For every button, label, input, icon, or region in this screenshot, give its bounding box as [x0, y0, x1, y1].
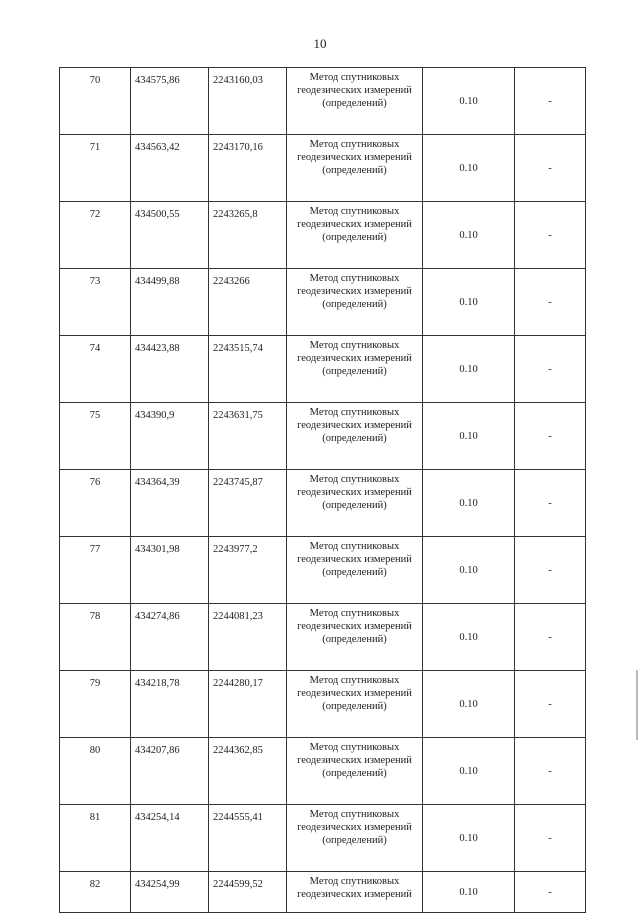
method-line: геодезических измерений [297, 554, 412, 565]
accuracy-cell: 0.10 [423, 470, 515, 537]
coordinates-table-body [60, 68, 586, 913]
description-cell: - [515, 805, 586, 872]
table-row [60, 135, 586, 202]
accuracy-cell: 0.10 [423, 537, 515, 604]
x-coordinate-cell: 434390,9 [131, 403, 209, 470]
method-line: геодезических измерений [297, 688, 412, 699]
method-line: геодезических измерений [297, 621, 412, 632]
table-row [60, 403, 586, 470]
point-number-cell: 82 [60, 872, 131, 913]
description-cell: - [515, 336, 586, 403]
accuracy-cell: 0.10 [423, 403, 515, 470]
x-coordinate-cell: 434364,39 [131, 470, 209, 537]
method-line: геодезических измерений [297, 889, 412, 900]
accuracy-cell: 0.10 [423, 269, 515, 336]
table-row [60, 269, 586, 336]
method-line: (определений) [322, 500, 387, 511]
accuracy-cell: 0.10 [423, 805, 515, 872]
method-line: геодезических измерений [297, 420, 412, 431]
method-line: геодезических измерений [297, 152, 412, 163]
x-coordinate-cell: 434575,86 [131, 68, 209, 135]
accuracy-cell: 0.10 [423, 202, 515, 269]
accuracy-cell: 0.10 [423, 738, 515, 805]
table-row [60, 537, 586, 604]
x-coordinate-cell: 434563,42 [131, 135, 209, 202]
method-line: геодезических измерений [297, 487, 412, 498]
table-row [60, 202, 586, 269]
method-line: Метод спутниковых [309, 742, 400, 753]
method-line: (определений) [322, 835, 387, 846]
method-cell [287, 604, 423, 671]
method-line: геодезических измерений [297, 219, 412, 230]
point-number-cell: 72 [60, 202, 131, 269]
table-row [60, 336, 586, 403]
method-line: (определений) [322, 98, 387, 109]
x-coordinate-cell: 434500,55 [131, 202, 209, 269]
description-cell: - [515, 537, 586, 604]
method-line: (определений) [322, 768, 387, 779]
method-line: (определений) [322, 299, 387, 310]
y-coordinate-cell: 2243745,87 [209, 470, 287, 537]
y-coordinate-cell: 2244280,17 [209, 671, 287, 738]
y-coordinate-cell: 2244081,23 [209, 604, 287, 671]
table-row [60, 68, 586, 135]
method-line: геодезических измерений [297, 85, 412, 96]
method-line: (определений) [322, 433, 387, 444]
point-number-cell: 80 [60, 738, 131, 805]
x-coordinate-cell: 434301,98 [131, 537, 209, 604]
method-cell [287, 805, 423, 872]
method-line: Метод спутниковых [309, 675, 400, 686]
x-coordinate-cell: 434423,88 [131, 336, 209, 403]
table-row [60, 470, 586, 537]
description-cell: - [515, 738, 586, 805]
point-number-cell: 75 [60, 403, 131, 470]
point-number-cell: 76 [60, 470, 131, 537]
description-cell: - [515, 135, 586, 202]
description-cell: - [515, 604, 586, 671]
point-number-cell: 70 [60, 68, 131, 135]
y-coordinate-cell: 2243265,8 [209, 202, 287, 269]
description-cell: - [515, 68, 586, 135]
method-line: Метод спутниковых [309, 608, 400, 619]
point-number-cell: 77 [60, 537, 131, 604]
method-line: Метод спутниковых [309, 206, 400, 217]
method-line: Метод спутниковых [309, 876, 400, 887]
x-coordinate-cell: 434207,86 [131, 738, 209, 805]
x-coordinate-cell: 434274,86 [131, 604, 209, 671]
method-line: (определений) [322, 701, 387, 712]
point-number-cell: 81 [60, 805, 131, 872]
point-number-cell: 79 [60, 671, 131, 738]
method-line: геодезических измерений [297, 286, 412, 297]
y-coordinate-cell: 2243977,2 [209, 537, 287, 604]
coordinates-table [59, 67, 586, 913]
method-cell [287, 403, 423, 470]
table-row [60, 738, 586, 805]
method-cell [287, 872, 423, 913]
method-line: Метод спутниковых [309, 139, 400, 150]
table-row [60, 872, 586, 913]
x-coordinate-cell: 434218,78 [131, 671, 209, 738]
accuracy-cell: 0.10 [423, 336, 515, 403]
method-cell [287, 738, 423, 805]
x-coordinate-cell: 434254,99 [131, 872, 209, 913]
point-number-cell: 74 [60, 336, 131, 403]
method-line: Метод спутниковых [309, 809, 400, 820]
method-line: (определений) [322, 366, 387, 377]
accuracy-cell: 0.10 [423, 671, 515, 738]
method-line: (определений) [322, 165, 387, 176]
method-cell [287, 336, 423, 403]
description-cell: - [515, 671, 586, 738]
y-coordinate-cell: 2244362,85 [209, 738, 287, 805]
y-coordinate-cell: 2244555,41 [209, 805, 287, 872]
method-line: Метод спутниковых [309, 273, 400, 284]
description-cell: - [515, 872, 586, 913]
table-row [60, 805, 586, 872]
method-line: Метод спутниковых [309, 340, 400, 351]
method-line: (определений) [322, 232, 387, 243]
method-line: Метод спутниковых [309, 474, 400, 485]
method-line: геодезических измерений [297, 755, 412, 766]
description-cell: - [515, 470, 586, 537]
method-line: (определений) [322, 567, 387, 578]
table-row [60, 604, 586, 671]
x-coordinate-cell: 434254,14 [131, 805, 209, 872]
scan-edge-mark [636, 670, 638, 740]
description-cell: - [515, 269, 586, 336]
method-cell [287, 135, 423, 202]
accuracy-cell: 0.10 [423, 872, 515, 913]
accuracy-cell: 0.10 [423, 604, 515, 671]
method-cell [287, 68, 423, 135]
x-coordinate-cell: 434499,88 [131, 269, 209, 336]
method-line: Метод спутниковых [309, 407, 400, 418]
table-row [60, 671, 586, 738]
method-cell [287, 537, 423, 604]
method-line: (определений) [322, 634, 387, 645]
page-number: 10 [313, 36, 327, 51]
method-cell [287, 202, 423, 269]
accuracy-cell: 0.10 [423, 68, 515, 135]
method-cell [287, 671, 423, 738]
y-coordinate-cell: 2243160,03 [209, 68, 287, 135]
point-number-cell: 78 [60, 604, 131, 671]
point-number-cell: 73 [60, 269, 131, 336]
y-coordinate-cell: 2244599,52 [209, 872, 287, 913]
method-cell [287, 470, 423, 537]
method-line: Метод спутниковых [309, 541, 400, 552]
method-line: геодезических измерений [297, 822, 412, 833]
y-coordinate-cell: 2243515,74 [209, 336, 287, 403]
method-line: геодезических измерений [297, 353, 412, 364]
y-coordinate-cell: 2243631,75 [209, 403, 287, 470]
method-cell [287, 269, 423, 336]
accuracy-cell: 0.10 [423, 135, 515, 202]
method-line: Метод спутниковых [309, 72, 400, 83]
y-coordinate-cell: 2243266 [209, 269, 287, 336]
point-number-cell: 71 [60, 135, 131, 202]
description-cell: - [515, 202, 586, 269]
y-coordinate-cell: 2243170,16 [209, 135, 287, 202]
description-cell: - [515, 403, 586, 470]
